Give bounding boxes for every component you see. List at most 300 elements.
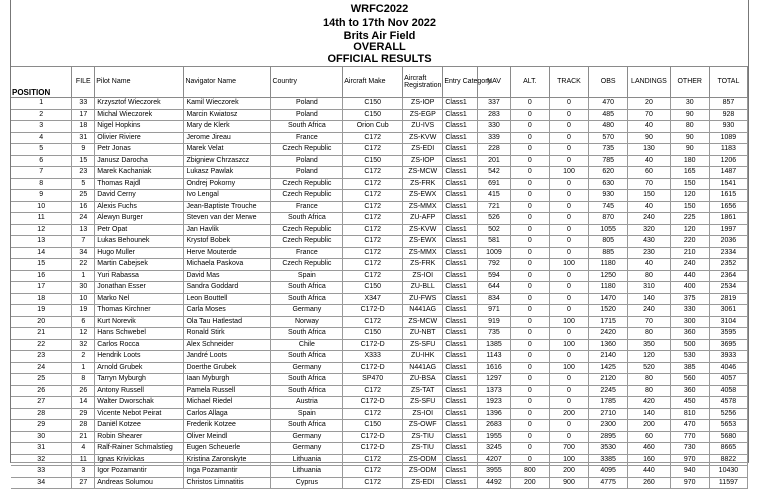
obs-score-cell: 2420 [589,328,628,340]
nav-score-cell: 1143 [478,351,511,363]
pilot-name-cell: Robin Shearer [95,431,184,443]
total-score-cell: 857 [709,98,747,110]
alt-score-cell: 800 [510,466,549,478]
alt-score-cell: 0 [510,247,549,259]
track-score-cell: 0 [549,431,588,443]
landings-score-cell: 320 [628,224,670,236]
aircraft-make-cell: C172-D [343,443,403,455]
other-score-cell: 90 [670,109,709,121]
file-cell: 7 [72,236,95,248]
nav-score-cell: 919 [478,316,511,328]
other-score-cell: 120 [670,190,709,202]
other-score-cell: 90 [670,132,709,144]
alt-score-cell: 0 [510,132,549,144]
pilot-name-cell: Vicente Nebot Peirat [95,408,184,420]
total-score-cell: 1656 [709,201,747,213]
aircraft-registration-cell: ZS-TIU [403,431,443,443]
total-score-cell: 2534 [709,282,747,294]
country-cell: Cyprus [271,477,343,489]
position-cell: 25 [11,374,72,386]
aircraft-registration-cell: ZS-EDI [403,477,443,489]
nav-score-cell: 2683 [478,420,511,432]
file-cell: 19 [72,305,95,317]
other-score-cell: 970 [670,477,709,489]
file-cell: 8 [72,374,95,386]
alt-score-cell: 0 [510,420,549,432]
country-cell: South Africa [271,351,343,363]
nav-score-cell: 415 [478,190,511,202]
position-cell: 34 [11,477,72,489]
navigator-name-cell: David Mas [184,270,271,282]
entry-category-cell: Class1 [443,374,478,386]
table-row [11,420,748,432]
obs-score-cell: 1180 [589,282,628,294]
aircraft-registration-cell: ZS-SFU [403,397,443,409]
file-cell: 22 [72,259,95,271]
landings-score-cell: 60 [628,431,670,443]
obs-score-cell: 1470 [589,293,628,305]
aircraft-make-cell: C172 [343,167,403,179]
aircraft-registration-cell: ZS-ODM [403,454,443,466]
landings-score-cell: 80 [628,328,670,340]
col-header-navigator: Navigator Name [184,67,271,98]
aircraft-make-cell: C150 [343,282,403,294]
other-score-cell: 225 [670,213,709,225]
position-cell: 28 [11,408,72,420]
aircraft-registration-cell: ZS-SFU [403,339,443,351]
file-cell: 4 [72,443,95,455]
aircraft-make-cell: C172 [343,466,403,478]
other-score-cell: 240 [670,259,709,271]
pilot-name-cell: Lukas Behounek [95,236,184,248]
alt-score-cell: 0 [510,213,549,225]
landings-score-cell: 140 [628,293,670,305]
navigator-name-cell: Eugen Scheuerle [184,443,271,455]
obs-score-cell: 2710 [589,408,628,420]
navigator-name-cell: Herve Mouterde [184,247,271,259]
other-score-cell: 30 [670,98,709,110]
position-cell: 13 [11,236,72,248]
col-header-aircraft-make: Aircraft Make [343,67,403,98]
position-cell: 2 [11,109,72,121]
navigator-name-cell: Marcin Kwiatosz [184,109,271,121]
nav-score-cell: 1955 [478,431,511,443]
track-score-cell: 200 [549,408,588,420]
navigator-name-cell: Christos Limnatitis [184,477,271,489]
file-cell: 14 [72,397,95,409]
table-row [11,408,748,420]
aircraft-registration-cell: ZS-EWX [403,190,443,202]
obs-score-cell: 3530 [589,443,628,455]
country-cell: Chile [271,339,343,351]
navigator-name-cell: Marek Velat [184,144,271,156]
pilot-name-cell: Yuri Rabassa [95,270,184,282]
results-table [11,66,748,489]
aircraft-make-cell: X333 [343,351,403,363]
col-header-category: Entry Category [443,67,478,98]
country-cell: Czech Republic [271,236,343,248]
alt-score-cell: 0 [510,454,549,466]
position-cell: 1 [11,98,72,110]
aircraft-registration-cell: ZS-FRK [403,259,443,271]
total-score-cell: 4046 [709,362,747,374]
other-score-cell: 300 [670,316,709,328]
nav-score-cell: 1385 [478,339,511,351]
nav-score-cell: 1297 [478,374,511,386]
other-score-cell: 530 [670,351,709,363]
aircraft-make-cell: C172 [343,224,403,236]
entry-category-cell: Class1 [443,224,478,236]
total-score-cell: 1183 [709,144,747,156]
alt-score-cell: 0 [510,121,549,133]
table-row [11,201,748,213]
landings-score-cell: 90 [628,132,670,144]
table-row [11,224,748,236]
entry-category-cell: Class1 [443,167,478,179]
other-score-cell: 150 [670,201,709,213]
aircraft-registration-cell: ZS-MMX [403,247,443,259]
pilot-name-cell: Carlos Rocca [95,339,184,351]
aircraft-registration-cell: N441AG [403,305,443,317]
navigator-name-cell: Kamil Wieczorek [184,98,271,110]
position-cell: 14 [11,247,72,259]
landings-score-cell: 70 [628,109,670,121]
landings-score-cell: 460 [628,443,670,455]
landings-score-cell: 80 [628,270,670,282]
nav-score-cell: 4492 [478,477,511,489]
file-cell: 31 [72,132,95,144]
aircraft-registration-cell: ZS-MMX [403,201,443,213]
navigator-name-cell: Michael Riedel [184,397,271,409]
total-score-cell: 3595 [709,328,747,340]
country-cell: South Africa [271,293,343,305]
nav-score-cell: 228 [478,144,511,156]
navigator-name-cell: Frederik Kotzee [184,420,271,432]
landings-score-cell: 130 [628,144,670,156]
pilot-name-cell: Kurt Norevik [95,316,184,328]
position-cell: 10 [11,201,72,213]
position-cell: 11 [11,213,72,225]
table-row [11,270,748,282]
track-score-cell: 100 [549,362,588,374]
pilot-name-cell: Alexis Fuchs [95,201,184,213]
obs-score-cell: 470 [589,98,628,110]
landings-score-cell: 40 [628,121,670,133]
total-score-cell: 3061 [709,305,747,317]
navigator-name-cell: Alex Schneider [184,339,271,351]
aircraft-make-cell: C150 [343,328,403,340]
table-row [11,98,748,110]
total-score-cell: 1615 [709,190,747,202]
navigator-name-cell: Jean-Baptiste Trouche [184,201,271,213]
position-cell: 6 [11,155,72,167]
total-score-cell: 11597 [709,477,747,489]
results-status: OFFICIAL RESULTS [327,53,432,65]
total-score-cell: 2036 [709,236,747,248]
nav-score-cell: 971 [478,305,511,317]
track-score-cell: 0 [549,420,588,432]
file-cell: 33 [72,98,95,110]
country-cell: South Africa [271,328,343,340]
navigator-name-cell: Ondrej Pokorny [184,178,271,190]
table-row [11,374,748,386]
other-score-cell: 810 [670,408,709,420]
track-score-cell: 0 [549,190,588,202]
results-body [11,98,748,489]
entry-category-cell: Class1 [443,98,478,110]
position-cell: 32 [11,454,72,466]
entry-category-cell: Class1 [443,466,478,478]
results-header [11,0,748,66]
aircraft-registration-cell: ZU-IHK [403,351,443,363]
table-row [11,178,748,190]
col-header-landings: LANDINGS [628,67,670,98]
file-cell: 1 [72,270,95,282]
file-cell: 30 [72,282,95,294]
pilot-name-cell: Hans Schwebel [95,328,184,340]
navigator-name-cell: Carlos Allaga [184,408,271,420]
file-cell: 23 [72,167,95,179]
country-cell: Czech Republic [271,144,343,156]
alt-score-cell: 0 [510,316,549,328]
navigator-name-cell: Doerthe Grubek [184,362,271,374]
file-cell: 9 [72,144,95,156]
entry-category-cell: Class1 [443,270,478,282]
obs-score-cell: 4095 [589,466,628,478]
track-score-cell: 0 [549,144,588,156]
track-score-cell: 200 [549,466,588,478]
track-score-cell: 0 [549,109,588,121]
total-score-cell: 2819 [709,293,747,305]
entry-category-cell: Class1 [443,443,478,455]
track-score-cell: 0 [549,282,588,294]
col-header-country: Country [271,67,343,98]
landings-score-cell: 440 [628,466,670,478]
position-cell: 31 [11,443,72,455]
aircraft-make-cell: SP470 [343,374,403,386]
alt-score-cell: 0 [510,282,549,294]
alt-score-cell: 0 [510,362,549,374]
entry-category-cell: Class1 [443,132,478,144]
pilot-name-cell: Martin Cabejsek [95,259,184,271]
pilot-name-cell: Petr Jonas [95,144,184,156]
obs-score-cell: 1785 [589,397,628,409]
pilot-name-cell: Hendrik Loots [95,351,184,363]
obs-score-cell: 785 [589,155,628,167]
total-score-cell: 3104 [709,316,747,328]
landings-score-cell: 520 [628,362,670,374]
pilot-name-cell: Ralf-Rainer Schmalstieg [95,443,184,455]
track-score-cell: 0 [549,270,588,282]
other-score-cell: 560 [670,374,709,386]
country-cell: South Africa [271,420,343,432]
track-score-cell: 0 [549,397,588,409]
country-cell: Germany [271,362,343,374]
aircraft-registration-cell: ZS-IOP [403,155,443,167]
obs-score-cell: 745 [589,201,628,213]
table-row [11,305,748,317]
col-header-other: OTHER [670,67,709,98]
nav-score-cell: 644 [478,282,511,294]
position-cell: 16 [11,270,72,282]
navigator-name-cell: Sandra Goddard [184,282,271,294]
landings-score-cell: 420 [628,397,670,409]
country-cell: France [271,201,343,213]
landings-score-cell: 230 [628,247,670,259]
total-score-cell: 1089 [709,132,747,144]
pilot-name-cell: Thomas Kirchner [95,305,184,317]
table-row [11,155,748,167]
landings-score-cell: 200 [628,420,670,432]
total-score-cell: 2352 [709,259,747,271]
total-score-cell: 5256 [709,408,747,420]
obs-score-cell: 4775 [589,477,628,489]
entry-category-cell: Class1 [443,351,478,363]
landings-score-cell: 240 [628,305,670,317]
file-cell: 3 [72,466,95,478]
landings-score-cell: 40 [628,201,670,213]
alt-score-cell: 0 [510,293,549,305]
pilot-name-cell: Arnold Grubek [95,362,184,374]
results-category: OVERALL [353,41,406,53]
table-row [11,132,748,144]
landings-score-cell: 160 [628,454,670,466]
country-cell: Lithuania [271,466,343,478]
position-cell: 21 [11,328,72,340]
track-score-cell: 0 [549,132,588,144]
position-cell: 3 [11,121,72,133]
pilot-name-cell: Olivier Riviere [95,132,184,144]
file-cell: 11 [72,454,95,466]
landings-score-cell: 350 [628,339,670,351]
total-score-cell: 3695 [709,339,747,351]
nav-score-cell: 339 [478,132,511,144]
pilot-name-cell: Marko Nel [95,293,184,305]
aircraft-registration-cell: ZS-IOP [403,98,443,110]
pilot-name-cell: Alewyn Burger [95,213,184,225]
entry-category-cell: Class1 [443,362,478,374]
aircraft-make-cell: C172 [343,385,403,397]
table-row [11,466,748,478]
aircraft-make-cell: C172 [343,477,403,489]
alt-score-cell: 0 [510,339,549,351]
track-score-cell: 0 [549,305,588,317]
file-cell: 6 [72,316,95,328]
entry-category-cell: Class1 [443,316,478,328]
pilot-name-cell: Walter Dworschak [95,397,184,409]
pilot-name-cell: Tarryn Myburgh [95,374,184,386]
country-cell: Austria [271,397,343,409]
other-score-cell: 180 [670,155,709,167]
navigator-name-cell: Ivo Lengal [184,190,271,202]
track-score-cell: 0 [549,293,588,305]
table-row [11,431,748,443]
file-cell: 18 [72,121,95,133]
nav-score-cell: 4207 [478,454,511,466]
navigator-name-cell: Kristina Zaronskyte [184,454,271,466]
file-cell: 10 [72,293,95,305]
alt-score-cell: 0 [510,98,549,110]
country-cell: Norway [271,316,343,328]
aircraft-make-cell: C172-D [343,397,403,409]
table-row [11,443,748,455]
entry-category-cell: Class1 [443,397,478,409]
other-score-cell: 360 [670,385,709,397]
position-cell: 12 [11,224,72,236]
aircraft-registration-cell: ZS-IOI [403,408,443,420]
aircraft-make-cell: C150 [343,155,403,167]
table-row [11,282,748,294]
nav-score-cell: 542 [478,167,511,179]
table-row [11,316,748,328]
other-score-cell: 440 [670,270,709,282]
col-header-alt: ALT. [510,67,549,98]
aircraft-make-cell: C172 [343,190,403,202]
navigator-name-cell: Jan Havlik [184,224,271,236]
alt-score-cell: 0 [510,224,549,236]
alt-score-cell: 0 [510,201,549,213]
landings-score-cell: 60 [628,167,670,179]
aircraft-make-cell: C172 [343,316,403,328]
obs-score-cell: 1055 [589,224,628,236]
alt-score-cell: 0 [510,443,549,455]
track-score-cell: 100 [549,259,588,271]
nav-score-cell: 526 [478,213,511,225]
entry-category-cell: Class1 [443,236,478,248]
position-cell: 27 [11,397,72,409]
obs-score-cell: 2300 [589,420,628,432]
total-score-cell: 8822 [709,454,747,466]
other-score-cell: 940 [670,466,709,478]
nav-score-cell: 1009 [478,247,511,259]
results-sheet [10,0,749,486]
aircraft-make-cell: C150 [343,420,403,432]
table-row [11,167,748,179]
entry-category-cell: Class1 [443,155,478,167]
obs-score-cell: 480 [589,121,628,133]
obs-score-cell: 870 [589,213,628,225]
position-cell: 7 [11,167,72,179]
entry-category-cell: Class1 [443,121,478,133]
aircraft-registration-cell: ZS-FRK [403,178,443,190]
nav-score-cell: 201 [478,155,511,167]
alt-score-cell: 0 [510,431,549,443]
nav-score-cell: 792 [478,259,511,271]
track-score-cell: 100 [549,316,588,328]
file-cell: 29 [72,408,95,420]
other-score-cell: 400 [670,282,709,294]
nav-score-cell: 721 [478,201,511,213]
country-cell: Czech Republic [271,178,343,190]
other-score-cell: 450 [670,397,709,409]
entry-category-cell: Class1 [443,305,478,317]
obs-score-cell: 1715 [589,316,628,328]
alt-score-cell: 0 [510,408,549,420]
table-row [11,385,748,397]
alt-score-cell: 0 [510,155,549,167]
alt-score-cell: 0 [510,351,549,363]
total-score-cell: 4058 [709,385,747,397]
aircraft-make-cell: C172-D [343,339,403,351]
country-cell: Spain [271,408,343,420]
aircraft-registration-cell: N441AG [403,362,443,374]
nav-score-cell: 581 [478,236,511,248]
position-cell: 33 [11,466,72,478]
track-score-cell: 0 [549,121,588,133]
landings-score-cell: 20 [628,98,670,110]
nav-score-cell: 594 [478,270,511,282]
aircraft-make-cell: C172-D [343,305,403,317]
